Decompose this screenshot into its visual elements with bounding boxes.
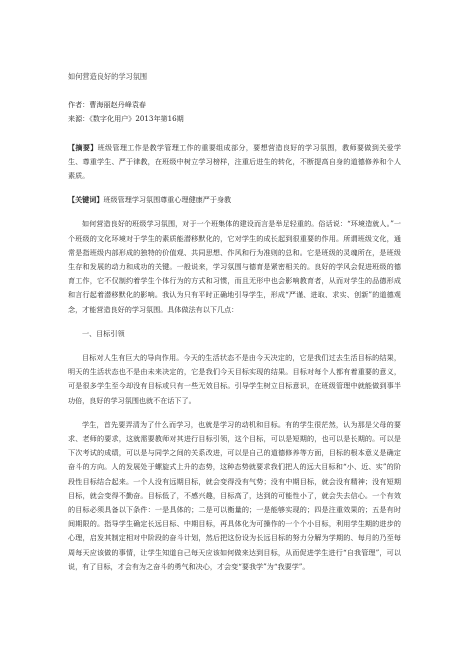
- abstract-label: 【摘要】: [68, 142, 98, 152]
- spacer: [68, 408, 401, 418]
- author-line: 作者：曹海丽赵丹峰袁春: [68, 100, 147, 110]
- spacer: [68, 127, 401, 141]
- abstract-paragraph: [68, 141, 401, 184]
- spacer: [68, 183, 401, 193]
- source-line: 来源：《数字化用户》2013年第16期: [68, 114, 184, 124]
- spacer: [68, 341, 401, 351]
- body-paragraph: 学生，首先要弄清为了什么而学习，也就是学习的动机和目标。有的学生很茫然，认为那是父母的要求、老师的要求，这就需要教师对其进行目标引领，这个目标，可以是短期的，也可以是长期的。可以是下次考试的成绩，可以是与同学之间的关系改进，可以是自己的道德修养等方面，目标的根本意义是确定奋斗的方向。人的发展处于螺旋式上升的态势，这种态势就要求我们把人的远大目标和“小、近、实”的阶段性目标结合起来。一个人没有远期目标，就会变得没有气势；没有中期目标，就会没有精神；没有短期目标，就会变得不勤奋。目标低了，不感兴趣，目标高了，达到的可能性小了，就会失去信心。一个有效的目标必须具备以下条件：一是具体的；二是可以衡量的；一是能够实现的；四是注重效果的；五是有时间期限的。指导学生确定长远目标、中期目标，再具体化为可操作的一个个小目标，利用学生期的进步的心理，启发其制定相对中阶段的奋斗计划，然后把这份设为长远目标的努力分解为学期的、每月的乃至每周每天应该做的事情，让学生知道自己每天应该如何做来达到目标，从而促进学生进行“自我管理”，可以说，有了目标，才会有为之奋斗的勇气和决心，才会变“要我学”为“我要学”。: [68, 419, 401, 571]
- spacer: [68, 207, 401, 217]
- abstract-text: 班级管理工作是教学管理工作的重要组成部分，要想营造良好的学习氛围，教师要做到关爱学生、尊重学生、严于律教，在班级中树立学习榜样，注重后进生的转化，不断提高自身的道德修养和个人素质。: [68, 142, 402, 181]
- section-heading: 一、目标引领: [82, 328, 125, 338]
- body-paragraph: 目标对人生有巨大的导向作用。今天的生活状态不是由今天决定的，它是我们过去生活目标的结果，明天的生活状态也不是由未来决定的，它是我们今天目标实现的结果。目标对每个人都有着重要的意义，可是很多学生至今却没有目标或只有一些无效目标。引导学生树立目标意识，在班级管理中就能做到事半功倍，良好的学习氛围也就不在话下了。: [68, 353, 401, 405]
- keywords-paragraph: [68, 193, 401, 207]
- document-title: 如何营造良好的学习氛围: [68, 72, 148, 81]
- keywords-text: 班级管理学习氛围尊重心理健康严于身教: [103, 195, 232, 205]
- spacer: [68, 317, 401, 327]
- intro-paragraph: 如何营造良好的班级学习氛围，对于一个班集体的建设而言是举足轻重的。俗话说：“环境造就人。”一个班级的文化环境对于学生的素质能潜移默化的，它对学生的成长起到很重要的作用。所谓班级文化，通常是指班级内部形成的独特的价值观、共同思想、作风和行为准则的总和。它是班级的灵魂所在，是班级生存和发展的动力和成功的关键。一般说来，学习氛围与德育是紧密相关的。良好的学风会促进班级的德育工作，它不仅制约着学生个体行为的方式和习惯，而且无形中也会影响教育者，从而对学生的品德形成和言行起着潜移默化的影响。我认为只有平时正确地引导学生，形成“严谨、进取、求实、创新”的道德观念，才能营造良好的学习氛围。具体做法有以下几点：: [68, 219, 401, 314]
- keywords-label: 【关键词】: [68, 195, 104, 205]
